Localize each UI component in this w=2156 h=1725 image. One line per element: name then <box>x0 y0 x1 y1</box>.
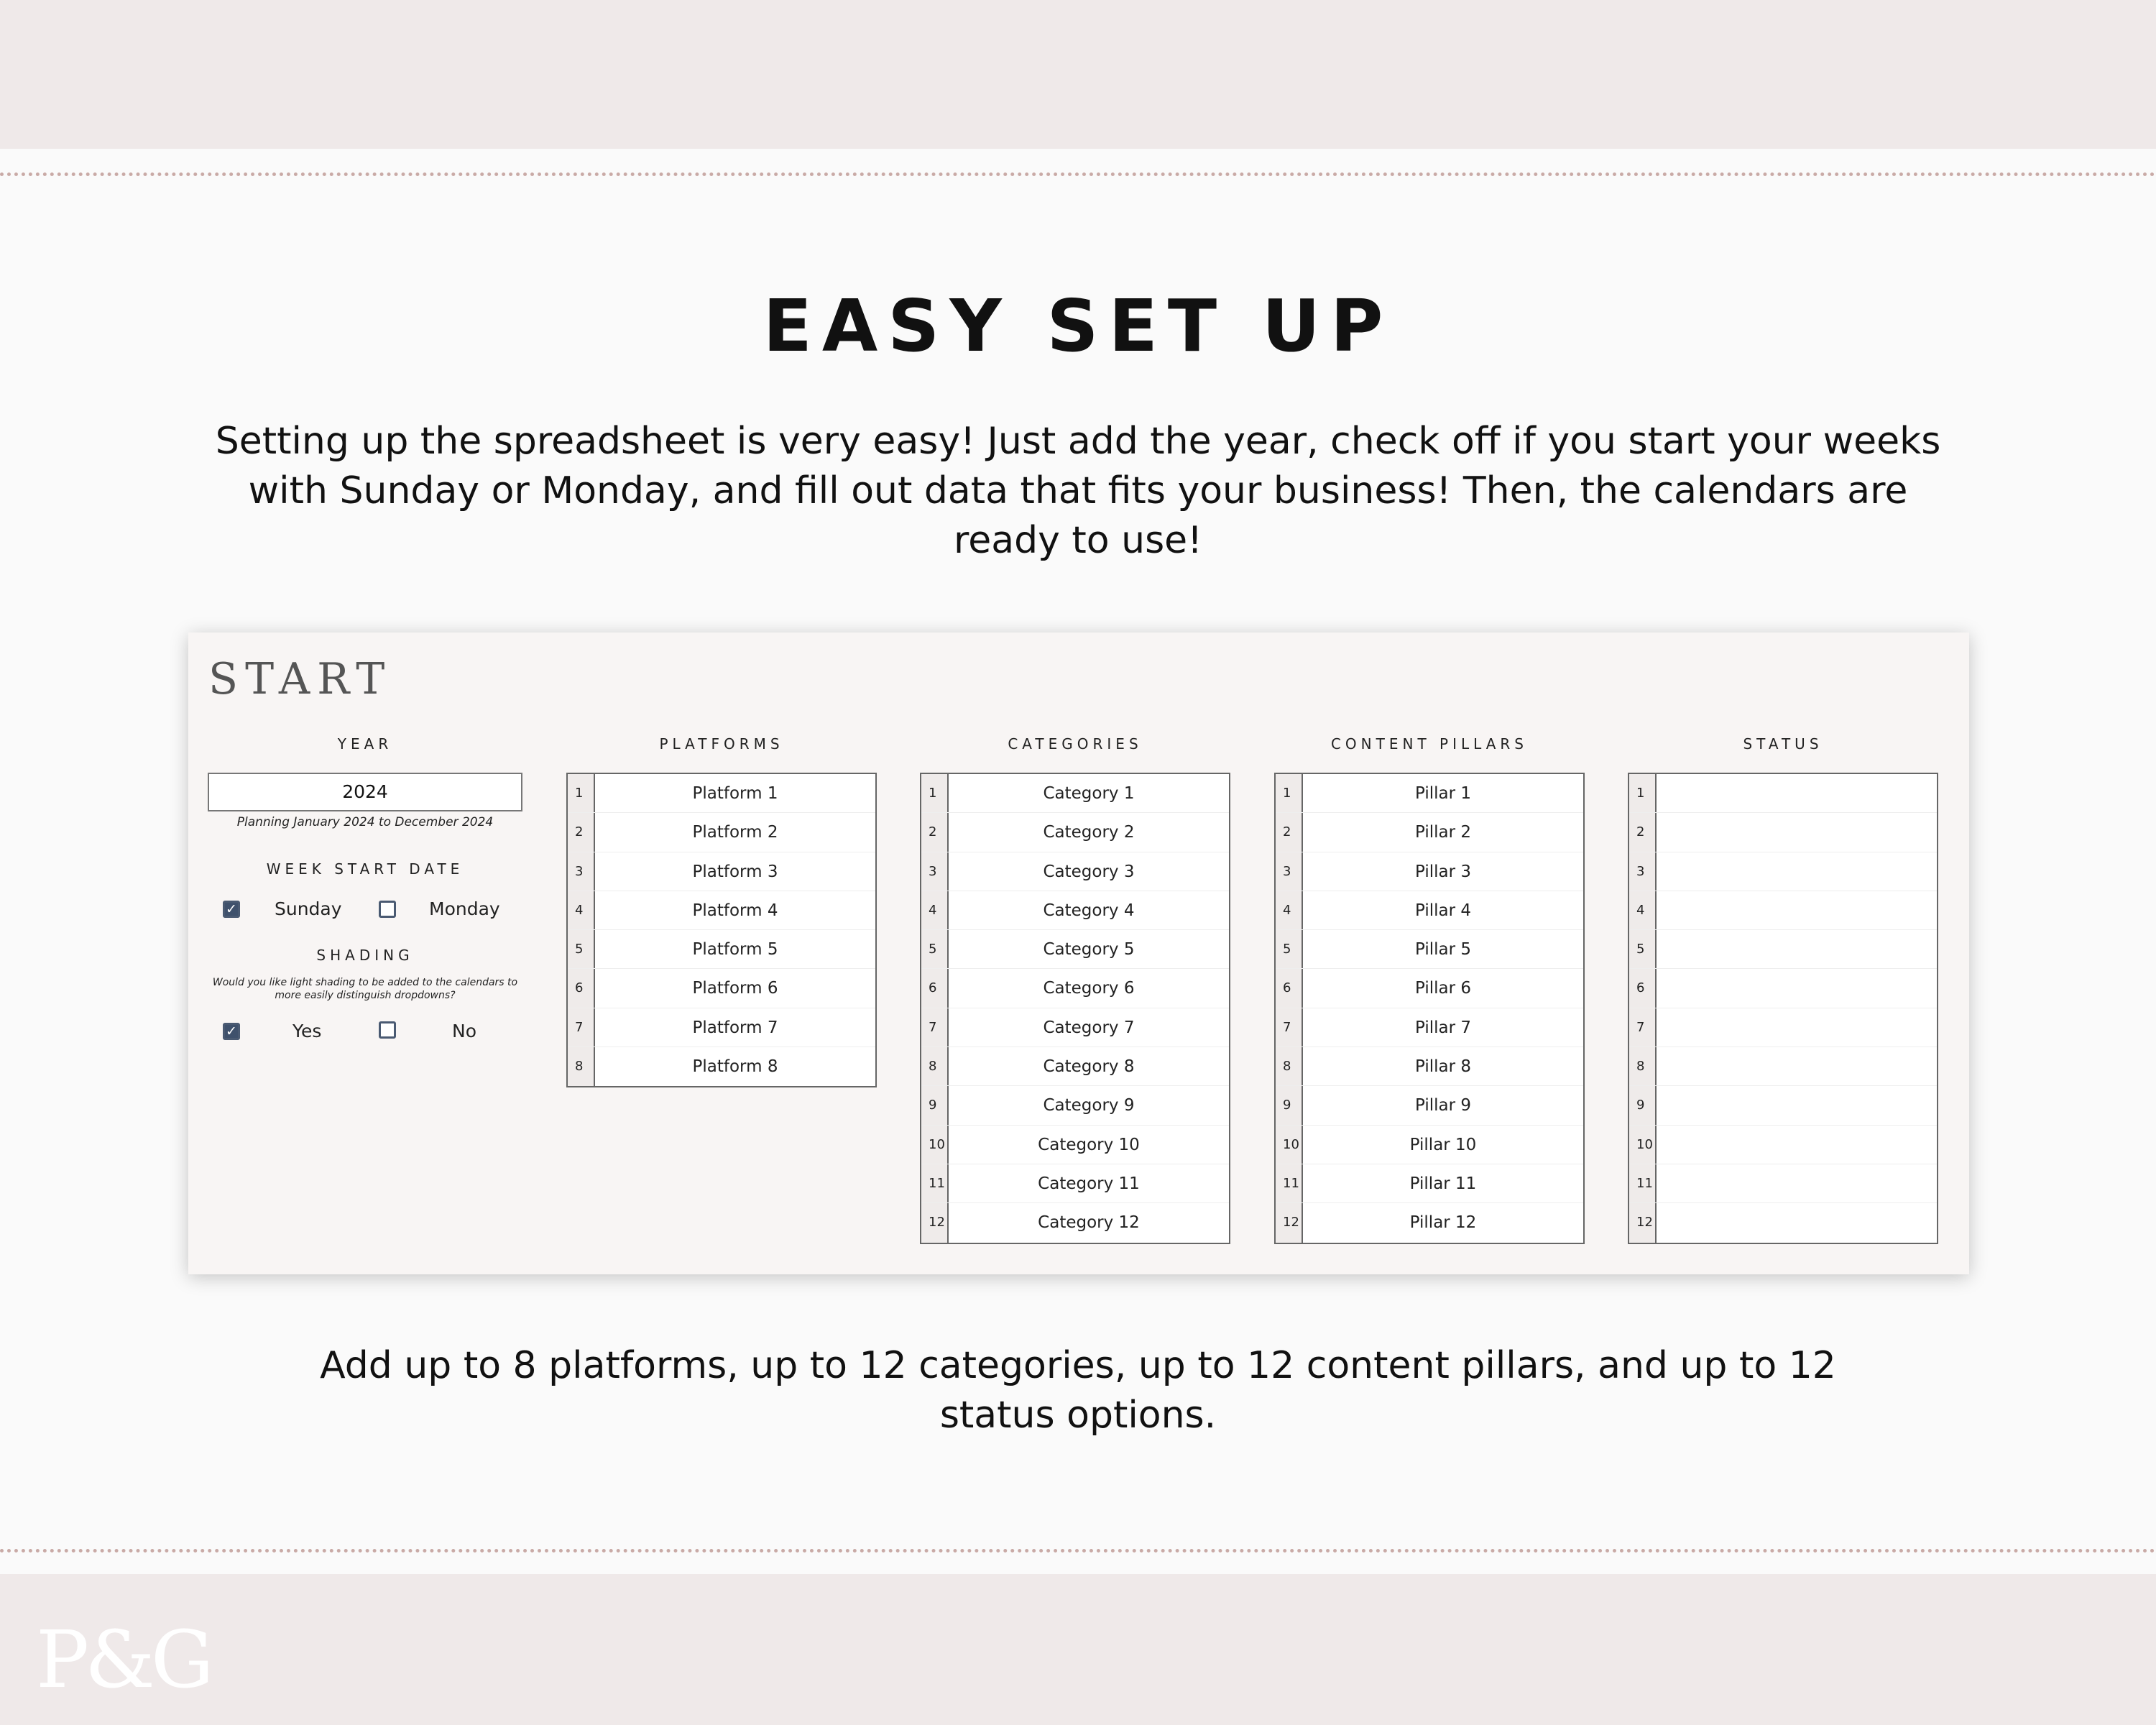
row-number: 10 <box>1629 1126 1657 1164</box>
table-cell[interactable]: Platform 8 <box>692 1057 778 1077</box>
row-number: 4 <box>1276 891 1303 929</box>
table-row <box>1629 852 1937 891</box>
row-number: 8 <box>921 1047 949 1085</box>
table-row <box>921 1047 1229 1086</box>
bottom-band <box>0 1574 2156 1725</box>
table-row <box>1629 813 1937 852</box>
table-cell[interactable]: Pillar 9 <box>1414 1096 1472 1116</box>
row-number: 8 <box>568 1047 595 1086</box>
table-header: STATUS <box>1743 735 1823 753</box>
data-table <box>920 773 1230 1244</box>
table-row <box>921 1203 1229 1242</box>
table-cell[interactable]: Category 8 <box>1043 1057 1135 1077</box>
table-row <box>1276 774 1583 813</box>
table-cell[interactable]: Category 9 <box>1043 1096 1135 1116</box>
row-number: 1 <box>1276 774 1303 812</box>
row-number: 12 <box>921 1203 949 1242</box>
divider-top <box>0 172 2156 176</box>
table-cell[interactable] <box>1657 1203 1937 1242</box>
table-cell[interactable] <box>1657 1164 1937 1202</box>
table-header: PLATFORMS <box>659 735 784 753</box>
table-cell[interactable]: Platform 3 <box>692 862 778 881</box>
table-cell[interactable]: Pillar 3 <box>1414 862 1472 881</box>
sunday-label: Sunday <box>275 898 342 919</box>
row-number: 6 <box>568 969 595 1007</box>
sheet-title: START <box>208 654 392 704</box>
table-cell[interactable] <box>1657 1008 1937 1046</box>
table-row <box>921 1086 1229 1125</box>
table-row <box>1629 969 1937 1008</box>
table-cell[interactable]: Category 6 <box>1043 979 1135 998</box>
table-row <box>1629 930 1937 969</box>
table-cell[interactable] <box>1657 1086 1937 1124</box>
row-number: 3 <box>1629 852 1657 891</box>
row-number: 2 <box>568 813 595 851</box>
row-number: 4 <box>568 891 595 929</box>
table-cell[interactable]: Platform 2 <box>692 823 778 842</box>
table-row <box>1276 1008 1583 1047</box>
table-row <box>1629 774 1937 813</box>
sunday-checkbox[interactable]: ✓ <box>223 901 240 918</box>
table-cell[interactable]: Platform 6 <box>692 979 778 998</box>
table-cell[interactable]: Pillar 5 <box>1414 940 1472 960</box>
row-number: 7 <box>921 1008 949 1046</box>
row-number: 9 <box>1276 1086 1303 1124</box>
table-row <box>921 891 1229 930</box>
row-number: 1 <box>568 774 595 812</box>
no-checkbox[interactable] <box>379 1021 396 1039</box>
row-number: 1 <box>1629 774 1657 812</box>
table-cell[interactable] <box>1657 969 1937 1007</box>
brand-logo: P&G <box>36 1614 210 1706</box>
row-number: 9 <box>1629 1086 1657 1124</box>
row-number: 11 <box>1276 1164 1303 1202</box>
year-input[interactable]: 2024 <box>208 773 522 811</box>
data-table <box>1274 773 1585 1244</box>
yes-label: Yes <box>292 1021 322 1041</box>
table-row <box>568 891 875 930</box>
footer-line: Add up to 8 platforms, up to 12 categories, up to 12 content pillars, and up to 12 <box>320 1344 1836 1387</box>
table-cell[interactable]: Pillar 6 <box>1414 979 1472 998</box>
top-band <box>0 0 2156 149</box>
row-number: 6 <box>921 969 949 1007</box>
table-row <box>568 852 875 891</box>
table-row <box>1629 1008 1937 1047</box>
table-row <box>1276 1203 1583 1242</box>
table-cell[interactable]: Category 4 <box>1043 901 1135 920</box>
row-number: 4 <box>921 891 949 929</box>
table-cell[interactable]: Platform 4 <box>692 901 778 920</box>
table-cell[interactable] <box>1657 1126 1937 1164</box>
row-number: 2 <box>1276 813 1303 851</box>
divider-bottom <box>0 1549 2156 1552</box>
row-number: 3 <box>921 852 949 891</box>
row-number: 12 <box>1276 1203 1303 1242</box>
yes-checkbox[interactable]: ✓ <box>223 1023 240 1040</box>
row-number: 11 <box>921 1164 949 1202</box>
table-row <box>921 930 1229 969</box>
table-cell[interactable]: Category 11 <box>1038 1174 1140 1193</box>
no-label: No <box>452 1021 476 1041</box>
table-row <box>1629 1047 1937 1086</box>
table-cell[interactable]: Category 2 <box>1043 823 1135 842</box>
table-row <box>1276 930 1583 969</box>
row-number: 10 <box>921 1126 949 1164</box>
data-table <box>566 773 877 1087</box>
table-header: CATEGORIES <box>1008 735 1143 753</box>
table-cell[interactable]: Pillar 1 <box>1414 784 1472 803</box>
table-row <box>1276 1164 1583 1203</box>
year-label: YEAR <box>337 735 393 753</box>
table-row <box>1276 1047 1583 1086</box>
table-header: CONTENT PILLARS <box>1330 735 1529 753</box>
week-start-label: WEEK START DATE <box>266 860 464 878</box>
table-row <box>921 1164 1229 1203</box>
table-cell[interactable] <box>1657 774 1937 812</box>
table-cell[interactable]: Category 10 <box>1038 1135 1140 1154</box>
row-number: 9 <box>921 1086 949 1124</box>
table-cell[interactable] <box>1657 813 1937 851</box>
row-number: 11 <box>1629 1164 1657 1202</box>
footer-line: status options. <box>939 1394 1217 1437</box>
table-cell[interactable]: Category 3 <box>1043 862 1135 881</box>
table-row <box>921 852 1229 891</box>
row-number: 10 <box>1276 1126 1303 1164</box>
table-row <box>568 774 875 813</box>
table-row <box>921 774 1229 813</box>
table-cell[interactable]: Category 12 <box>1038 1213 1140 1233</box>
table-row <box>1276 852 1583 891</box>
table-row <box>1629 1203 1937 1242</box>
table-row <box>568 813 875 852</box>
row-number: 7 <box>568 1008 595 1046</box>
row-number: 8 <box>1276 1047 1303 1085</box>
table-cell[interactable]: Pillar 10 <box>1409 1135 1477 1154</box>
row-number: 12 <box>1629 1203 1657 1242</box>
row-number: 3 <box>1276 852 1303 891</box>
table-cell[interactable] <box>1657 930 1937 968</box>
row-number: 7 <box>1276 1008 1303 1046</box>
row-number: 5 <box>1629 930 1657 968</box>
table-row <box>1629 1126 1937 1164</box>
spreadsheet-preview <box>188 632 1969 1274</box>
table-row <box>1629 1086 1937 1125</box>
table-row <box>1276 969 1583 1008</box>
row-number: 5 <box>1276 930 1303 968</box>
table-row <box>568 1047 875 1086</box>
table-cell[interactable]: Category 7 <box>1043 1018 1135 1037</box>
table-row <box>1276 1086 1583 1125</box>
table-cell[interactable] <box>1657 891 1937 929</box>
table-cell[interactable] <box>1657 1047 1937 1085</box>
table-row <box>1629 891 1937 930</box>
table-cell[interactable]: Pillar 4 <box>1414 901 1472 920</box>
table-row <box>1276 1126 1583 1164</box>
table-cell[interactable]: Platform 5 <box>692 940 778 960</box>
table-cell[interactable]: Pillar 2 <box>1414 823 1472 842</box>
intro-line: ready to use! <box>953 519 1203 562</box>
table-cell[interactable]: Pillar 7 <box>1414 1018 1472 1037</box>
intro-line: Setting up the spreadsheet is very easy! Just add the year, check off if you start your weeks <box>215 420 1941 463</box>
monday-checkbox[interactable] <box>379 901 396 918</box>
table-row <box>1276 813 1583 852</box>
table-cell[interactable]: Platform 1 <box>692 784 778 803</box>
row-number: 5 <box>921 930 949 968</box>
table-row <box>921 969 1229 1008</box>
page-title: EASY SET UP <box>763 284 1393 368</box>
table-row <box>568 969 875 1008</box>
table-row <box>568 1008 875 1047</box>
footer-text <box>180 1341 1976 1440</box>
table-row <box>1629 1164 1937 1203</box>
row-number: 1 <box>921 774 949 812</box>
intro-line: with Sunday or Monday, and fill out data that fits your business! Then, the calendars are <box>248 469 1908 512</box>
table-cell[interactable]: Pillar 11 <box>1409 1174 1477 1193</box>
row-number: 2 <box>1629 813 1657 851</box>
row-number: 6 <box>1276 969 1303 1007</box>
data-table <box>1628 773 1938 1244</box>
row-number: 7 <box>1629 1008 1657 1046</box>
table-cell[interactable]: Platform 7 <box>692 1018 778 1037</box>
shading-question: Would you like light shading to be added to the calendars to more easily distinguish dropdowns? <box>212 977 518 1001</box>
table-cell[interactable]: Pillar 8 <box>1414 1057 1472 1077</box>
row-number: 6 <box>1629 969 1657 1007</box>
row-number: 4 <box>1629 891 1657 929</box>
year-note: Planning January 2024 to December 2024 <box>236 815 494 829</box>
table-row <box>568 930 875 969</box>
table-row <box>921 1126 1229 1164</box>
row-number: 3 <box>568 852 595 891</box>
table-row <box>921 1008 1229 1047</box>
row-number: 8 <box>1629 1047 1657 1085</box>
table-cell[interactable]: Category 1 <box>1043 784 1135 803</box>
monday-label: Monday <box>429 898 500 919</box>
table-cell[interactable]: Pillar 12 <box>1409 1213 1477 1233</box>
row-number: 2 <box>921 813 949 851</box>
table-row <box>1276 891 1583 930</box>
intro-text <box>180 417 1976 566</box>
row-number: 5 <box>568 930 595 968</box>
shading-label: SHADING <box>316 947 414 964</box>
table-cell[interactable] <box>1657 852 1937 891</box>
table-cell[interactable]: Category 5 <box>1043 940 1135 960</box>
table-row <box>921 813 1229 852</box>
